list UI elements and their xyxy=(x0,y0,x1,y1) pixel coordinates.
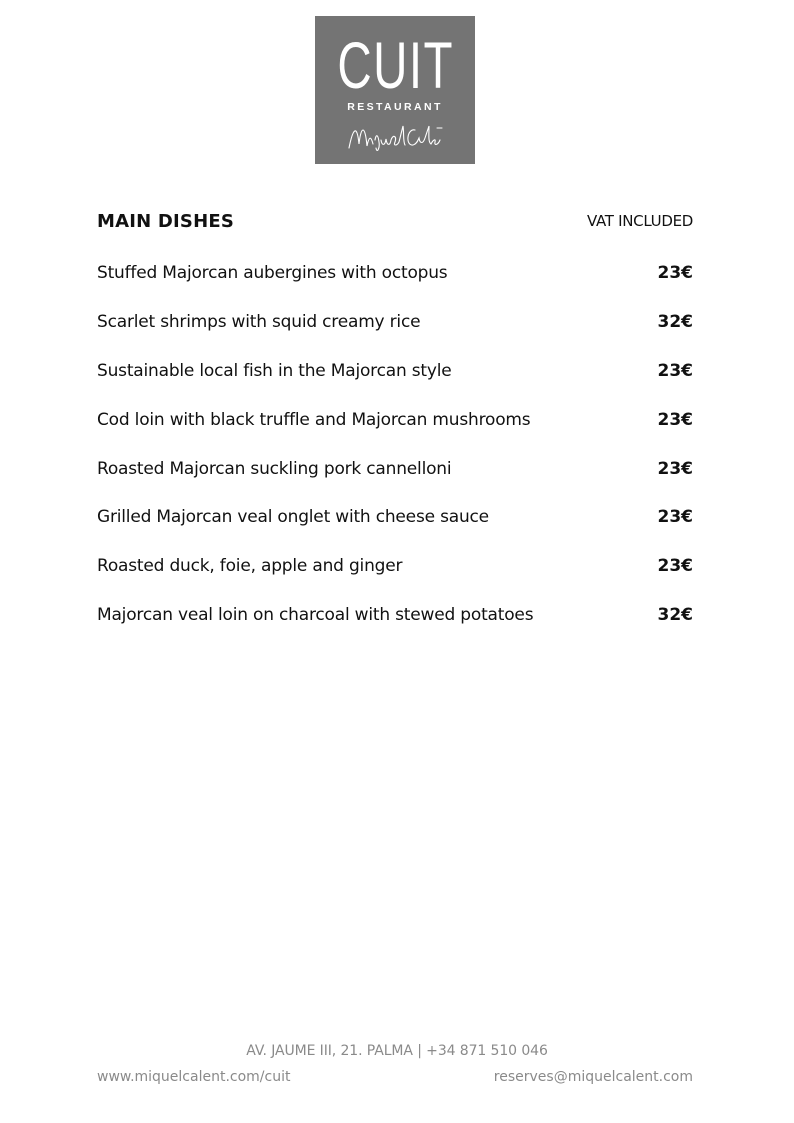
dish-price: 23€ xyxy=(657,360,693,381)
dish-name: Roasted duck, foie, apple and ginger xyxy=(97,556,403,577)
dish-price: 32€ xyxy=(657,311,693,332)
menu-header xyxy=(97,209,693,239)
vat-note: VAT INCLUDED xyxy=(586,212,693,230)
dish-name: Majorcan veal loin on charcoal with stewed potatoes xyxy=(97,605,534,626)
dish-item xyxy=(97,454,693,503)
dish-item xyxy=(97,502,693,551)
dish-price: 23€ xyxy=(657,458,693,479)
dish-item xyxy=(97,600,693,649)
logo-name: CUIT xyxy=(337,28,455,102)
dish-item xyxy=(97,356,693,405)
dish-name: Scarlet shrimps with squid creamy rice xyxy=(97,311,421,332)
logo-subtitle: RESTAURANT xyxy=(347,101,443,113)
dish-name: Roasted Majorcan suckling pork cannelloni xyxy=(97,458,452,479)
dish-name: Cod loin with black truffle and Majorcan mushrooms xyxy=(97,409,531,430)
dish-name: Sustainable local fish in the Majorcan style xyxy=(97,360,452,381)
dish-price: 23€ xyxy=(657,507,693,528)
dish-price: 23€ xyxy=(657,263,693,283)
menu-section-title: MAIN DISHES xyxy=(97,211,234,232)
dish-item xyxy=(97,551,693,600)
restaurant-logo xyxy=(315,16,475,164)
signature-mark xyxy=(345,118,445,158)
dish-name: Grilled Majorcan veal onglet with cheese sauce xyxy=(97,507,489,528)
dish-list xyxy=(97,258,693,649)
footer-address: AV. JAUME III, 21. PALMA | +34 871 510 046 xyxy=(246,1043,548,1059)
dish-price: 32€ xyxy=(657,605,693,626)
footer-email: reserves@miquelcalent.com xyxy=(493,1069,693,1085)
dish-item xyxy=(97,405,693,454)
dish-name: Stuffed Majorcan aubergines with octopus xyxy=(97,263,448,283)
dish-price: 23€ xyxy=(657,556,693,577)
dish-item xyxy=(97,258,693,307)
footer-website: www.miquelcalent.com/cuit xyxy=(97,1069,291,1085)
dish-price: 23€ xyxy=(657,409,693,430)
dish-item xyxy=(97,307,693,356)
